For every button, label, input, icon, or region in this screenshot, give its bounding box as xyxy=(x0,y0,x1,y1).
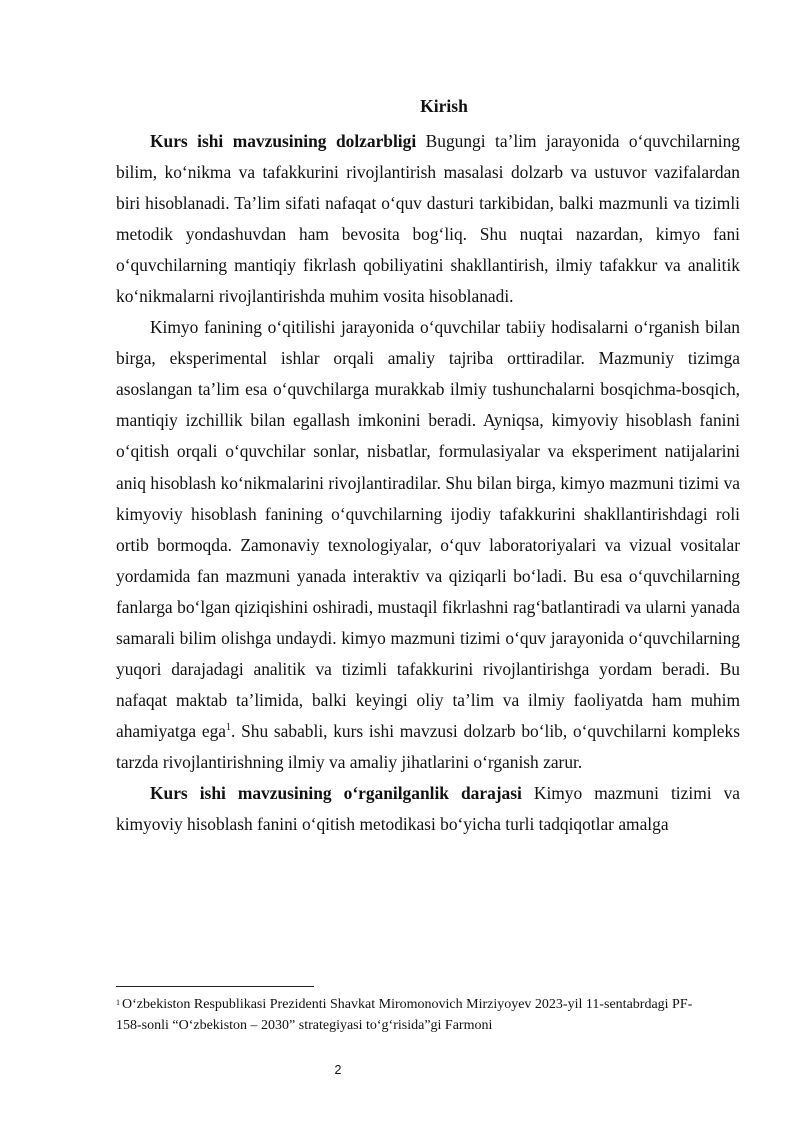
study-level-lead: Kurs ishi mavzusining o‘rganilganlik darajasi xyxy=(150,782,522,803)
section-heading: Kirish xyxy=(420,96,468,116)
study-level-text: Kimyo mazmuni tizimi va kimyoviy hisoblash fanini o‘qitish metodikasi bo‘yicha turli tadqiqotlar amalga xyxy=(116,782,740,835)
footnote-mark: 1 xyxy=(116,998,120,1007)
footnote-divider xyxy=(116,986,314,987)
paragraph-study-level xyxy=(116,778,740,840)
chemistry-teaching-text-continued: . Shu sababli, kurs ishi mavzusi dolzarb bo‘lib, o‘quvchilarni kompleks tarzda rivojlantirishning ilmiy va amaliy jihatlarini o‘rganish zarur. xyxy=(116,720,740,772)
body-text xyxy=(116,126,740,840)
paragraph-chemistry-teaching xyxy=(116,312,740,778)
relevance-lead: Kurs ishi mavzusining dolzarbligi xyxy=(150,131,417,151)
relevance-text: Bugungi ta’lim jarayonida o‘quvchilarning bilim, ko‘nikma va tafakkurini rivojlantirish masalasi dolzarb va ustuvor vazifalardan biri hisoblanadi. Ta’lim sifati nafaqat o‘quv dasturi tarkibidan, balki mazmunli va tizimli metodik yondashuvdan ham bevosita bog‘liq. Shu nuqtai nazardan, kimyo fani o‘quvchilarning mantiqiy fikrlash qobiliyatini shakllantirish, ilmiy tafakkur va analitik ko‘nikmalarni rivojlantirishda muhim vosita hisoblanadi. xyxy=(116,131,740,307)
footnote-text: O‘zbekiston Respublikasi Prezidenti Shavkat Miromonovich Mirziyoyev 2023-yil 11-sentabrdagi PF-158-sonli “O‘zbekiston – 2030” strategiyasi to‘g‘risida”gi Farmoni xyxy=(116,997,693,1033)
page-number: 2 xyxy=(334,1063,342,1077)
footnote xyxy=(116,992,716,1036)
chemistry-teaching-text: Kimyo fanining o‘qitilishi jarayonida o‘quvchilar tabiiy hodisalarni o‘rganish bilan birga, eksperimental ishlar orqali amaliy tajriba orttiradilar. Mazmuniy tizimga asoslangan ta’lim esa o‘quvchilarga murakkab ilmiy tushunchalarni bosqichma-bosqich, mantiqiy izchillik bilan egallash imkonini beradi. Ayniqsa, kimyoviy hisoblash fanini o‘qitish orqali o‘quvchilar sonlar, nisbatlar, formulasiyalar va eksperiment natijalarini aniq hisoblash ko‘nikmalarini rivojlantiradilar. Shu bilan birga, kimyo mazmuni tizimi va kimyoviy hisoblash fanining o‘quvchilarning ijodiy tafakkurini shakllantirishdagi roli ortib bormoqda. Zamonaviy texnologiyalar, o‘quv laboratoriyalari va vizual vositalar yordamida fan mazmuni yanada interaktiv va qiziqarli bo‘ladi. Bu esa o‘quvchilarning fanlarga bo‘lgan qiziqishini oshiradi, mustaqil fikrlashni rag‘batlantiradi va ularni yanada samarali bilim olishga undaydi. kimyo mazmuni tizimi o‘quv jarayonida o‘quvchilarning yuqori darajadagi analitik va tizimli tafakkurini rivojlantirishga yordam beradi. Bu nafaqat maktab ta’limida, balki keyingi oliy ta’lim va ilmiy faoliyatda ham muhim ahamiyatga ega xyxy=(116,317,740,741)
paragraph-relevance xyxy=(116,126,740,312)
footnote-reference[interactable]: 1 xyxy=(226,721,232,733)
